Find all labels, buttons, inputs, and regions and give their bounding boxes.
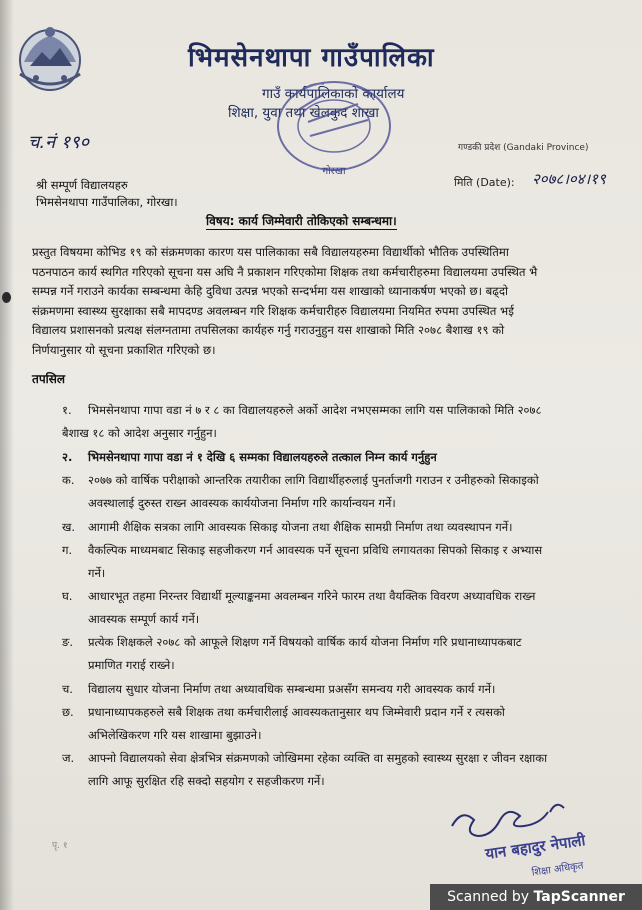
list-item	[62, 705, 505, 720]
item-text-continued: बैशाख १८ को आदेश अनुसार गर्नुहुन।	[62, 426, 217, 440]
list-item	[62, 635, 522, 650]
body-line: पठनपाठन कार्य स्थगित गरिएको सूचना यस अघि नै प्रकाशन गरिएकोमा शिक्षक तथा कर्मचारीहरुमा विद्यालयमा उपस्थित भै	[32, 264, 538, 279]
item-marker: २.	[62, 450, 73, 464]
item-marker: ग.	[62, 543, 73, 557]
list-item	[62, 751, 547, 766]
item-text: विद्यालय सुधार योजना निर्माण तथा अध्यावधिक सम्बन्धमा प्रअसँग समन्वय गरी आवस्यक कार्य गर्ने।	[88, 682, 496, 696]
page-edge-shadow	[0, 0, 14, 910]
body-line: सम्पन्न गर्ने गराउने कार्यका सम्बन्धमा केहि दुविधा उत्पन्न भएको सन्दर्भमा यस शाखाको ध्यानाकर्षण भएको छ। बढ्दो	[32, 284, 508, 298]
office-title: भिमसेनथापा गाउँपालिका	[188, 43, 435, 73]
item-text-continued: अभिलेखिकरण गरि यस शाखामा बुझाउने।	[88, 728, 262, 742]
details-heading: तपसिल	[32, 372, 66, 386]
scanner-watermark-badge	[430, 884, 642, 910]
body-paragraph	[32, 243, 616, 360]
body-line: विद्यालय प्रशासनको प्रत्यक्ष संलग्नतामा तपसिलका कार्यहरु गर्नु गराउनुहुन यस शाखाको मिति २०७८ बैशाख १९ को	[32, 323, 505, 337]
item-text: प्रत्येक शिक्षकले २०७८ को आफूले शिक्षण गर्ने विषयको वार्षिक कार्य योजना निर्माण गरि प्रधानाध्यापकबाट	[88, 635, 522, 649]
province-label: गण्डकी प्रदेश (Gandaki Province)	[458, 143, 589, 153]
list-item	[62, 543, 542, 558]
item-text: भिमसेनथापा गापा वडा नं ७ र ८ का विद्यालयहरुले अर्को आदेश नभएसम्मका लागि यस पालिकाको मिति २०७८	[88, 403, 542, 417]
subject-line: विषय: कार्य जिम्मेवारी तोकिएको सम्बन्धमा।	[206, 214, 397, 228]
list-item	[62, 403, 542, 418]
item-text: प्रधानाध्यापकहरुले सबै शिक्षक तथा कर्मचारीलाई आवस्यकतानुसार थप जिम्मेवारी प्रदान गर्ने र त्यसको	[88, 705, 505, 719]
list-item	[62, 473, 539, 488]
badge-brand: TapScanner	[533, 889, 625, 905]
body-line: संक्रमणमा स्वास्थ्य सुरक्षाका सबै मापदण्ड अवलम्बन गरि शिक्षक कर्मचारीहरु विद्यालयमा नियमित रुपमा उपस्थित भई	[32, 303, 514, 318]
item-text-continued: गर्ने।	[88, 566, 106, 580]
office-stamp	[268, 70, 398, 182]
item-marker: क.	[62, 473, 75, 487]
reference-number: च.नं १९०	[28, 132, 89, 153]
item-text-continued: लागि आफू सुरक्षित रहि सक्दो सहयोग र सहजीकरण गर्ने।	[88, 774, 325, 788]
signature	[440, 790, 620, 880]
item-text-continued: आवस्यक सम्पूर्ण कार्य गर्ने।	[88, 612, 200, 626]
date-value: २०७८।०४।१९	[532, 170, 606, 188]
recipient-line-2: भिमसेनथापा गाउँपालिका, गोरखा।	[36, 195, 178, 209]
item-marker: ङ.	[62, 635, 73, 649]
body-line: निर्णयानुसार यो सूचना प्रकाशित गरिएको छ।	[32, 342, 216, 357]
item-marker: ज.	[62, 751, 75, 765]
item-text: आधारभूत तहमा निरन्तर विद्यार्थी मूल्याङ्कनमा अवलम्बन गरिने फारम तथा वैयक्तिक विवरण अध्यावधिक राख्न	[88, 589, 536, 603]
item-text: वैकल्पिक माध्यमबाट सिकाइ सहजीकरण गर्न आवस्यक पर्ने सूचना प्रविधि लगायतका सिपको सिकाइ र अभ्यास	[88, 543, 543, 557]
nepal-emblem-icon	[14, 22, 86, 94]
stamp-text: गोरखा	[322, 166, 346, 177]
item-text: आफ्नो विद्यालयको सेवा क्षेत्रभित्र संक्रमणको जोखिममा रहेका व्यक्ति वा समुहको स्वास्थ्य सुरक्षा र जीवन रक्षाका	[88, 751, 548, 765]
list-item	[62, 520, 512, 535]
branch-name: शिक्षा, युवा तथा खेलकुद शाखा	[228, 105, 379, 121]
item-text-continued: प्रमाणित गराई राख्ने।	[88, 658, 175, 672]
item-text: आगामी शैक्षिक सत्रका लागि आवस्यक सिकाइ योजना तथा शैक्षिक सामग्री निर्माण तथा व्यवस्थापन गर्ने।	[88, 520, 513, 534]
item-marker: १.	[62, 403, 72, 417]
list-item	[62, 682, 495, 697]
list-item	[62, 589, 535, 604]
signer-name: यान बहादुर नेपाली	[484, 831, 587, 863]
page-mark: पृ. १	[52, 841, 68, 851]
item-marker: घ.	[62, 589, 73, 603]
punch-hole	[2, 292, 11, 303]
item-marker: ख.	[62, 520, 76, 534]
recipient-line-1: श्री सम्पूर्ण विद्यालयहरु	[36, 178, 128, 192]
item-marker: छ.	[62, 705, 74, 719]
item-text-continued: अवस्थालाई दुरुस्त राख्न आवस्यक कार्ययोजना निर्माण गरि कार्यान्वयन गर्ने।	[88, 496, 396, 510]
office-subtitle: गाउँ कार्यपालिकाको कार्यालय	[262, 86, 405, 102]
body-line: प्रस्तुत विषयमा कोभिड १९ को संक्रमणका कारण यस पालिकाका सबै विद्यालयहरुमा विद्यार्थीको भौतिक उपस्थितिमा	[32, 245, 509, 259]
signer-title: शिक्षा अधिकृत	[531, 860, 585, 879]
badge-prefix: Scanned by	[447, 889, 534, 905]
item-text: भिमसेनथापा गापा वडा नं १ देखि ६ सम्मका विद्यालयहरुले तत्काल निम्न कार्य गर्नुहुन	[88, 450, 437, 464]
item-text: २०७७ को वार्षिक परीक्षाको आन्तरिक तयारीका लागि विद्यार्थीहरुलाई पुनर्ताजगी गराउन र उनीहरुको सिकाइको	[88, 473, 539, 487]
item-marker: च.	[62, 682, 73, 696]
date-label: मिति (Date):	[454, 176, 515, 189]
list-item	[62, 450, 437, 465]
